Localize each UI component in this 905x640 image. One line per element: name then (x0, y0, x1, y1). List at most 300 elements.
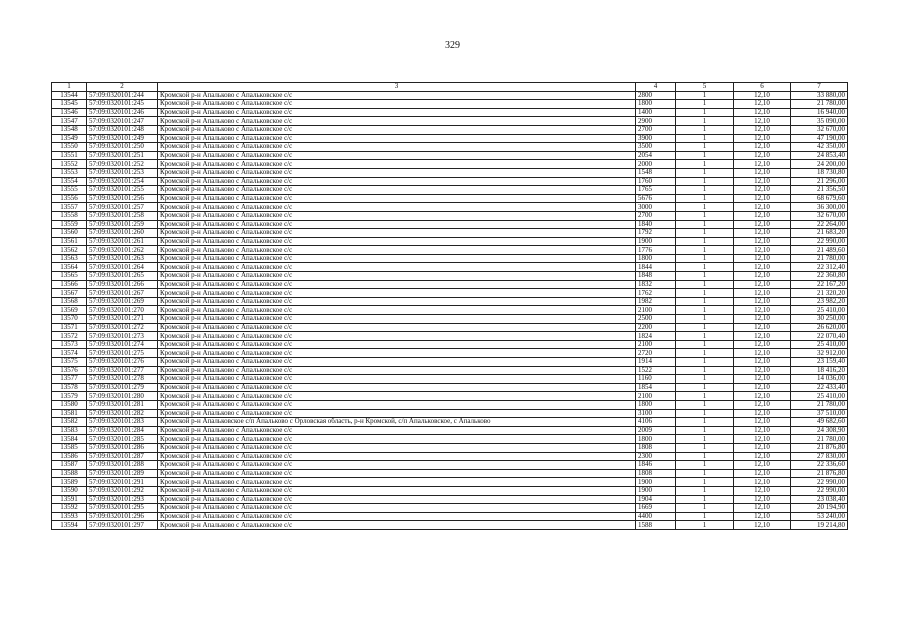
table-row (52, 91, 848, 100)
table-row (52, 177, 848, 186)
area-cell: 1762 (636, 289, 676, 298)
area-cell: 1832 (636, 280, 676, 289)
coefficient-cell: 1 (676, 504, 734, 513)
rate-cell: 12,10 (734, 418, 791, 427)
coefficient-cell: 1 (676, 315, 734, 324)
cadastral-number-cell: 57:09:0320101:275 (87, 349, 158, 358)
coefficient-cell: 1 (676, 151, 734, 160)
area-cell: 1848 (636, 272, 676, 281)
coefficient-cell: 1 (676, 289, 734, 298)
rate-cell: 12,10 (734, 392, 791, 401)
table-row (52, 495, 848, 504)
address-cell: Кромской р-н Апальково с Апальковское с/с (158, 237, 636, 246)
cadastral-value-cell: 21 320,20 (791, 289, 848, 298)
table-row (52, 461, 848, 470)
table-row (52, 323, 848, 332)
rate-cell: 12,10 (734, 194, 791, 203)
row-number-cell: 13588 (52, 469, 87, 478)
area-cell: 5676 (636, 194, 676, 203)
cadastral-number-cell: 57:09:0320101:297 (87, 521, 158, 530)
address-cell: Кромской р-н Апальково с Апальковское с/с (158, 246, 636, 255)
cadastral-number-cell: 57:09:0320101:251 (87, 151, 158, 160)
row-number-cell: 13565 (52, 272, 87, 281)
cadastral-value-cell: 22 312,40 (791, 263, 848, 272)
coefficient-cell: 1 (676, 297, 734, 306)
address-cell: Кромской р-н Апальково с Апальковское с/с (158, 400, 636, 409)
row-number-cell: 13577 (52, 375, 87, 384)
coefficient-cell: 1 (676, 125, 734, 134)
table-row (52, 443, 848, 452)
row-number-cell: 13575 (52, 358, 87, 367)
address-cell: Кромской р-н Апальково с Апальковское с/с (158, 486, 636, 495)
area-cell: 1400 (636, 108, 676, 117)
area-cell: 4106 (636, 418, 676, 427)
cadastral-value-cell: 18 730,80 (791, 168, 848, 177)
area-cell: 1808 (636, 469, 676, 478)
rate-cell: 12,10 (734, 323, 791, 332)
address-cell: Кромской р-н Апальково с Апальковское с/с (158, 358, 636, 367)
table-row (52, 254, 848, 263)
table-row (52, 220, 848, 229)
rate-cell: 12,10 (734, 504, 791, 513)
cadastral-value-cell: 32 912,00 (791, 349, 848, 358)
coefficient-cell: 1 (676, 461, 734, 470)
cadastral-value-cell: 32 670,00 (791, 211, 848, 220)
rate-cell: 12,10 (734, 366, 791, 375)
coefficient-cell: 1 (676, 263, 734, 272)
cadastral-number-cell: 57:09:0320101:245 (87, 100, 158, 109)
cadastral-number-cell: 57:09:0320101:267 (87, 289, 158, 298)
area-cell: 2720 (636, 349, 676, 358)
area-cell: 1522 (636, 366, 676, 375)
table-row (52, 151, 848, 160)
table-row (52, 194, 848, 203)
table-row (52, 504, 848, 513)
row-number-cell: 13556 (52, 194, 87, 203)
row-number-cell: 13549 (52, 134, 87, 143)
area-cell: 2000 (636, 160, 676, 169)
coefficient-cell: 1 (676, 254, 734, 263)
table-row (52, 306, 848, 315)
cadastral-number-cell: 57:09:0320101:262 (87, 246, 158, 255)
cadastral-number-cell: 57:09:0320101:288 (87, 461, 158, 470)
table-row (52, 289, 848, 298)
cadastral-number-cell: 57:09:0320101:265 (87, 272, 158, 281)
row-number-cell: 13546 (52, 108, 87, 117)
area-cell: 2800 (636, 91, 676, 100)
cadastral-number-cell: 57:09:0320101:248 (87, 125, 158, 134)
row-number-cell: 13566 (52, 280, 87, 289)
column-number-row (52, 83, 848, 92)
row-number-cell: 13594 (52, 521, 87, 530)
rate-cell: 12,10 (734, 461, 791, 470)
table-row (52, 392, 848, 401)
table-row (52, 211, 848, 220)
rate-cell: 12,10 (734, 125, 791, 134)
coefficient-cell: 1 (676, 443, 734, 452)
coefficient-cell: 1 (676, 486, 734, 495)
row-number-cell: 13564 (52, 263, 87, 272)
cadastral-value-cell: 25 410,00 (791, 340, 848, 349)
area-cell: 2500 (636, 315, 676, 324)
cadastral-number-cell: 57:09:0320101:287 (87, 452, 158, 461)
area-cell: 1840 (636, 220, 676, 229)
address-cell: Кромской р-н Апальково с Апальковское с/с (158, 117, 636, 126)
row-number-cell: 13583 (52, 426, 87, 435)
coefficient-cell: 1 (676, 452, 734, 461)
cadastral-number-cell: 57:09:0320101:285 (87, 435, 158, 444)
row-number-cell: 13561 (52, 237, 87, 246)
table-row (52, 125, 848, 134)
cadastral-value-cell: 23 159,40 (791, 358, 848, 367)
cadastral-value-cell: 21 356,50 (791, 186, 848, 195)
area-cell: 2200 (636, 323, 676, 332)
cadastral-number-cell: 57:09:0320101:286 (87, 443, 158, 452)
area-cell: 1846 (636, 461, 676, 470)
rate-cell: 12,10 (734, 495, 791, 504)
address-cell: Кромской р-н Апальково с Апальковское с/с (158, 340, 636, 349)
row-number-cell: 13551 (52, 151, 87, 160)
coefficient-cell: 1 (676, 134, 734, 143)
cadastral-number-cell: 57:09:0320101:282 (87, 409, 158, 418)
row-number-cell: 13586 (52, 452, 87, 461)
row-number-cell: 13580 (52, 400, 87, 409)
address-cell: Кромской р-н Апальково с Апальковское с/с (158, 366, 636, 375)
area-cell: 3100 (636, 409, 676, 418)
coefficient-cell: 1 (676, 91, 734, 100)
area-cell: 3500 (636, 143, 676, 152)
address-cell: Кромской р-н Апальково с Апальковское с/с (158, 452, 636, 461)
row-number-cell: 13582 (52, 418, 87, 427)
address-cell: Кромской р-н Апальково с Апальковское с/с (158, 315, 636, 324)
cadastral-value-cell: 33 880,00 (791, 91, 848, 100)
table-row (52, 521, 848, 530)
rate-cell: 12,10 (734, 409, 791, 418)
cadastral-number-cell: 57:09:0320101:260 (87, 229, 158, 238)
area-cell: 1765 (636, 186, 676, 195)
address-cell: Кромской р-н Апальково с Апальковское с/с (158, 469, 636, 478)
cadastral-value-cell: 37 510,00 (791, 409, 848, 418)
rate-cell: 12,10 (734, 383, 791, 392)
rate-cell: 12,10 (734, 349, 791, 358)
row-number-cell: 13555 (52, 186, 87, 195)
area-cell: 1982 (636, 297, 676, 306)
cadastral-value-cell: 21 296,00 (791, 177, 848, 186)
address-cell: Кромской р-н Апальково с Апальковское с/с (158, 461, 636, 470)
rate-cell: 12,10 (734, 151, 791, 160)
coefficient-cell: 1 (676, 194, 734, 203)
coefficient-cell: 1 (676, 469, 734, 478)
column-header-2: 2 (87, 83, 158, 92)
table-row (52, 452, 848, 461)
row-number-cell: 13553 (52, 168, 87, 177)
address-cell: Кромской р-н Апальково с Апальковское с/с (158, 272, 636, 281)
cadastral-value-cell: 21 780,00 (791, 100, 848, 109)
row-number-cell: 13544 (52, 91, 87, 100)
cadastral-number-cell: 57:09:0320101:271 (87, 315, 158, 324)
address-cell: Кромской р-н Апальково с Апальковское с/с (158, 306, 636, 315)
cadastral-value-cell: 25 410,00 (791, 306, 848, 315)
rate-cell: 12,10 (734, 143, 791, 152)
cadastral-number-cell: 57:09:0320101:272 (87, 323, 158, 332)
rate-cell: 12,10 (734, 263, 791, 272)
column-header-5: 5 (676, 83, 734, 92)
cadastral-value-cell: 53 240,00 (791, 512, 848, 521)
coefficient-cell: 1 (676, 272, 734, 281)
table-row (52, 512, 848, 521)
area-cell: 2100 (636, 340, 676, 349)
row-number-cell: 13559 (52, 220, 87, 229)
cadastral-value-cell: 22 264,00 (791, 220, 848, 229)
address-cell: Кромской р-н Апальково с Апальковское с/с (158, 263, 636, 272)
coefficient-cell: 1 (676, 400, 734, 409)
row-number-cell: 13579 (52, 392, 87, 401)
area-cell: 1854 (636, 383, 676, 392)
area-cell: 1548 (636, 168, 676, 177)
column-header-1: 1 (52, 83, 87, 92)
area-cell: 2100 (636, 306, 676, 315)
row-number-cell: 13569 (52, 306, 87, 315)
coefficient-cell: 1 (676, 280, 734, 289)
cadastral-number-cell: 57:09:0320101:259 (87, 220, 158, 229)
address-cell: Кромской р-н Апальково с Апальковское с/с (158, 194, 636, 203)
address-cell: Кромской р-н Апальково с Апальковское с/с (158, 168, 636, 177)
rate-cell: 12,10 (734, 272, 791, 281)
cadastral-number-cell: 57:09:0320101:279 (87, 383, 158, 392)
area-cell: 2100 (636, 392, 676, 401)
cadastral-number-cell: 57:09:0320101:292 (87, 486, 158, 495)
coefficient-cell: 1 (676, 332, 734, 341)
row-number-cell: 13593 (52, 512, 87, 521)
address-cell: Кромской р-н Апальково с Апальковское с/с (158, 504, 636, 513)
table-row (52, 297, 848, 306)
area-cell: 1824 (636, 332, 676, 341)
address-cell: Кромской р-н Апальково с Апальковское с/с (158, 392, 636, 401)
row-number-cell: 13567 (52, 289, 87, 298)
cadastral-value-cell: 30 250,00 (791, 315, 848, 324)
cadastral-value-cell: 16 940,00 (791, 108, 848, 117)
rate-cell: 12,10 (734, 177, 791, 186)
area-cell: 1800 (636, 100, 676, 109)
cadastral-value-cell: 22 990,00 (791, 486, 848, 495)
coefficient-cell: 1 (676, 117, 734, 126)
table-row (52, 315, 848, 324)
coefficient-cell: 1 (676, 143, 734, 152)
cadastral-value-cell: 22 433,40 (791, 383, 848, 392)
cadastral-value-cell: 22 070,40 (791, 332, 848, 341)
cadastral-value-cell: 21 489,60 (791, 246, 848, 255)
table-row (52, 263, 848, 272)
address-cell: Кромской р-н Апальково с Апальковское с/с (158, 254, 636, 263)
table-row (52, 246, 848, 255)
address-cell: Кромской р-н Апальково с Апальковское с/с (158, 495, 636, 504)
cadastral-number-cell: 57:09:0320101:252 (87, 160, 158, 169)
area-cell: 1844 (636, 263, 676, 272)
cadastral-value-cell: 36 300,00 (791, 203, 848, 212)
address-cell: Кромской р-н Апальково с Апальковское с/с (158, 409, 636, 418)
rate-cell: 12,10 (734, 400, 791, 409)
address-cell: Кромской р-н Апальково с Апальковское с/с (158, 125, 636, 134)
area-cell: 1160 (636, 375, 676, 384)
cadastral-number-cell: 57:09:0320101:280 (87, 392, 158, 401)
row-number-cell: 13581 (52, 409, 87, 418)
cadastral-number-cell: 57:09:0320101:270 (87, 306, 158, 315)
table-row (52, 366, 848, 375)
column-header-3: 3 (158, 83, 636, 92)
row-number-cell: 13592 (52, 504, 87, 513)
address-cell: Кромской р-н Апальково с Апальковское с/с (158, 297, 636, 306)
row-number-cell: 13557 (52, 203, 87, 212)
area-cell: 2009 (636, 426, 676, 435)
page-number: 329 (445, 40, 460, 51)
coefficient-cell: 1 (676, 521, 734, 530)
row-number-cell: 13563 (52, 254, 87, 263)
area-cell: 2900 (636, 117, 676, 126)
cadastral-number-cell: 57:09:0320101:276 (87, 358, 158, 367)
rate-cell: 12,10 (734, 375, 791, 384)
coefficient-cell: 1 (676, 409, 734, 418)
area-cell: 1900 (636, 237, 676, 246)
rate-cell: 12,10 (734, 297, 791, 306)
cadastral-number-cell: 57:09:0320101:284 (87, 426, 158, 435)
rate-cell: 12,10 (734, 280, 791, 289)
rate-cell: 12,10 (734, 478, 791, 487)
address-cell: Кромской р-н Апальково с Апальковское с/с (158, 478, 636, 487)
row-number-cell: 13574 (52, 349, 87, 358)
table-row (52, 168, 848, 177)
table-row (52, 486, 848, 495)
address-cell: Кромской р-н Апальково с Апальковское с/с (158, 426, 636, 435)
column-header-4: 4 (636, 83, 676, 92)
rate-cell: 12,10 (734, 340, 791, 349)
cadastral-value-cell: 22 336,60 (791, 461, 848, 470)
coefficient-cell: 1 (676, 246, 734, 255)
address-cell: Кромской р-н Апальково с Апальковское с/с (158, 220, 636, 229)
coefficient-cell: 1 (676, 220, 734, 229)
address-cell: Кромской р-н Апальково с Апальковское с/с (158, 435, 636, 444)
cadastral-number-cell: 57:09:0320101:289 (87, 469, 158, 478)
table-row (52, 100, 848, 109)
cadastral-value-cell: 21 780,00 (791, 400, 848, 409)
coefficient-cell: 1 (676, 340, 734, 349)
row-number-cell: 13591 (52, 495, 87, 504)
row-number-cell: 13560 (52, 229, 87, 238)
table-body (52, 91, 848, 529)
row-number-cell: 13589 (52, 478, 87, 487)
cadastral-number-cell: 57:09:0320101:295 (87, 504, 158, 513)
rate-cell: 12,10 (734, 108, 791, 117)
coefficient-cell: 1 (676, 237, 734, 246)
row-number-cell: 13547 (52, 117, 87, 126)
table-row (52, 272, 848, 281)
cadastral-number-cell: 57:09:0320101:277 (87, 366, 158, 375)
address-cell: Кромской р-н Апальково с Апальковское с/с (158, 443, 636, 452)
rate-cell: 12,10 (734, 211, 791, 220)
table-row (52, 375, 848, 384)
address-cell: Кромской р-н Апальково с Апальковское с/с (158, 203, 636, 212)
rate-cell: 12,10 (734, 521, 791, 530)
area-cell: 2700 (636, 125, 676, 134)
area-cell: 4400 (636, 512, 676, 521)
rate-cell: 12,10 (734, 426, 791, 435)
table-row (52, 469, 848, 478)
cadastral-number-cell: 57:09:0320101:263 (87, 254, 158, 263)
cadastral-value-cell: 26 620,00 (791, 323, 848, 332)
address-cell: Кромской р-н Апальково с Апальковское с/с (158, 91, 636, 100)
rate-cell: 12,10 (734, 168, 791, 177)
address-cell: Кромской р-н Апальково с Апальковское с/с (158, 375, 636, 384)
table-row (52, 349, 848, 358)
address-cell: Кромской р-н Апальково с Апальковское с/с (158, 143, 636, 152)
cadastral-value-cell: 32 670,00 (791, 125, 848, 134)
area-cell: 1800 (636, 400, 676, 409)
area-cell: 1669 (636, 504, 676, 513)
cadastral-number-cell: 57:09:0320101:257 (87, 203, 158, 212)
row-number-cell: 13570 (52, 315, 87, 324)
rate-cell: 12,10 (734, 289, 791, 298)
row-number-cell: 13590 (52, 486, 87, 495)
rate-cell: 12,10 (734, 117, 791, 126)
rate-cell: 12,10 (734, 443, 791, 452)
address-cell: Кромской р-н Апальково с Апальковское с/с (158, 349, 636, 358)
table-row (52, 383, 848, 392)
table-row (52, 340, 848, 349)
table-row (52, 108, 848, 117)
address-cell: Кромской р-н Апальково с Апальковское с/с (158, 521, 636, 530)
cadastral-value-cell: 24 200,00 (791, 160, 848, 169)
area-cell: 1760 (636, 177, 676, 186)
cadastral-number-cell: 57:09:0320101:247 (87, 117, 158, 126)
cadastral-number-cell: 57:09:0320101:244 (87, 91, 158, 100)
address-cell: Кромской р-н Апальковское с/п Апальково с Орловская область, р-н Кромской, с/п Апальковское, с Апальково (158, 418, 636, 427)
address-cell: Кромской р-н Апальково с Апальковское с/с (158, 332, 636, 341)
cadastral-value-cell: 27 830,00 (791, 452, 848, 461)
rate-cell: 12,10 (734, 486, 791, 495)
address-cell: Кромской р-н Апальково с Апальковское с/с (158, 151, 636, 160)
coefficient-cell: 1 (676, 375, 734, 384)
row-number-cell: 13562 (52, 246, 87, 255)
rate-cell: 12,10 (734, 469, 791, 478)
rate-cell: 12,10 (734, 220, 791, 229)
cadastral-number-cell: 57:09:0320101:261 (87, 237, 158, 246)
row-number-cell: 13578 (52, 383, 87, 392)
cadastral-value-cell: 35 090,00 (791, 117, 848, 126)
rate-cell: 12,10 (734, 91, 791, 100)
cadastral-number-cell: 57:09:0320101:278 (87, 375, 158, 384)
cadastral-value-cell: 25 410,00 (791, 392, 848, 401)
coefficient-cell: 1 (676, 426, 734, 435)
coefficient-cell: 1 (676, 478, 734, 487)
table-row (52, 426, 848, 435)
row-number-cell: 13585 (52, 443, 87, 452)
coefficient-cell: 1 (676, 100, 734, 109)
cadastral-number-cell: 57:09:0320101:296 (87, 512, 158, 521)
table-row (52, 358, 848, 367)
coefficient-cell: 1 (676, 418, 734, 427)
area-cell: 1900 (636, 478, 676, 487)
cadastral-value-cell: 19 214,80 (791, 521, 848, 530)
column-header-7: 7 (791, 83, 848, 92)
area-cell: 1800 (636, 435, 676, 444)
registry-table (51, 82, 848, 530)
cadastral-value-cell: 21 876,80 (791, 443, 848, 452)
table-row (52, 400, 848, 409)
table-row (52, 280, 848, 289)
area-cell: 2300 (636, 452, 676, 461)
cadastral-value-cell: 21 683,20 (791, 229, 848, 238)
table-row (52, 186, 848, 195)
cadastral-number-cell: 57:09:0320101:264 (87, 263, 158, 272)
